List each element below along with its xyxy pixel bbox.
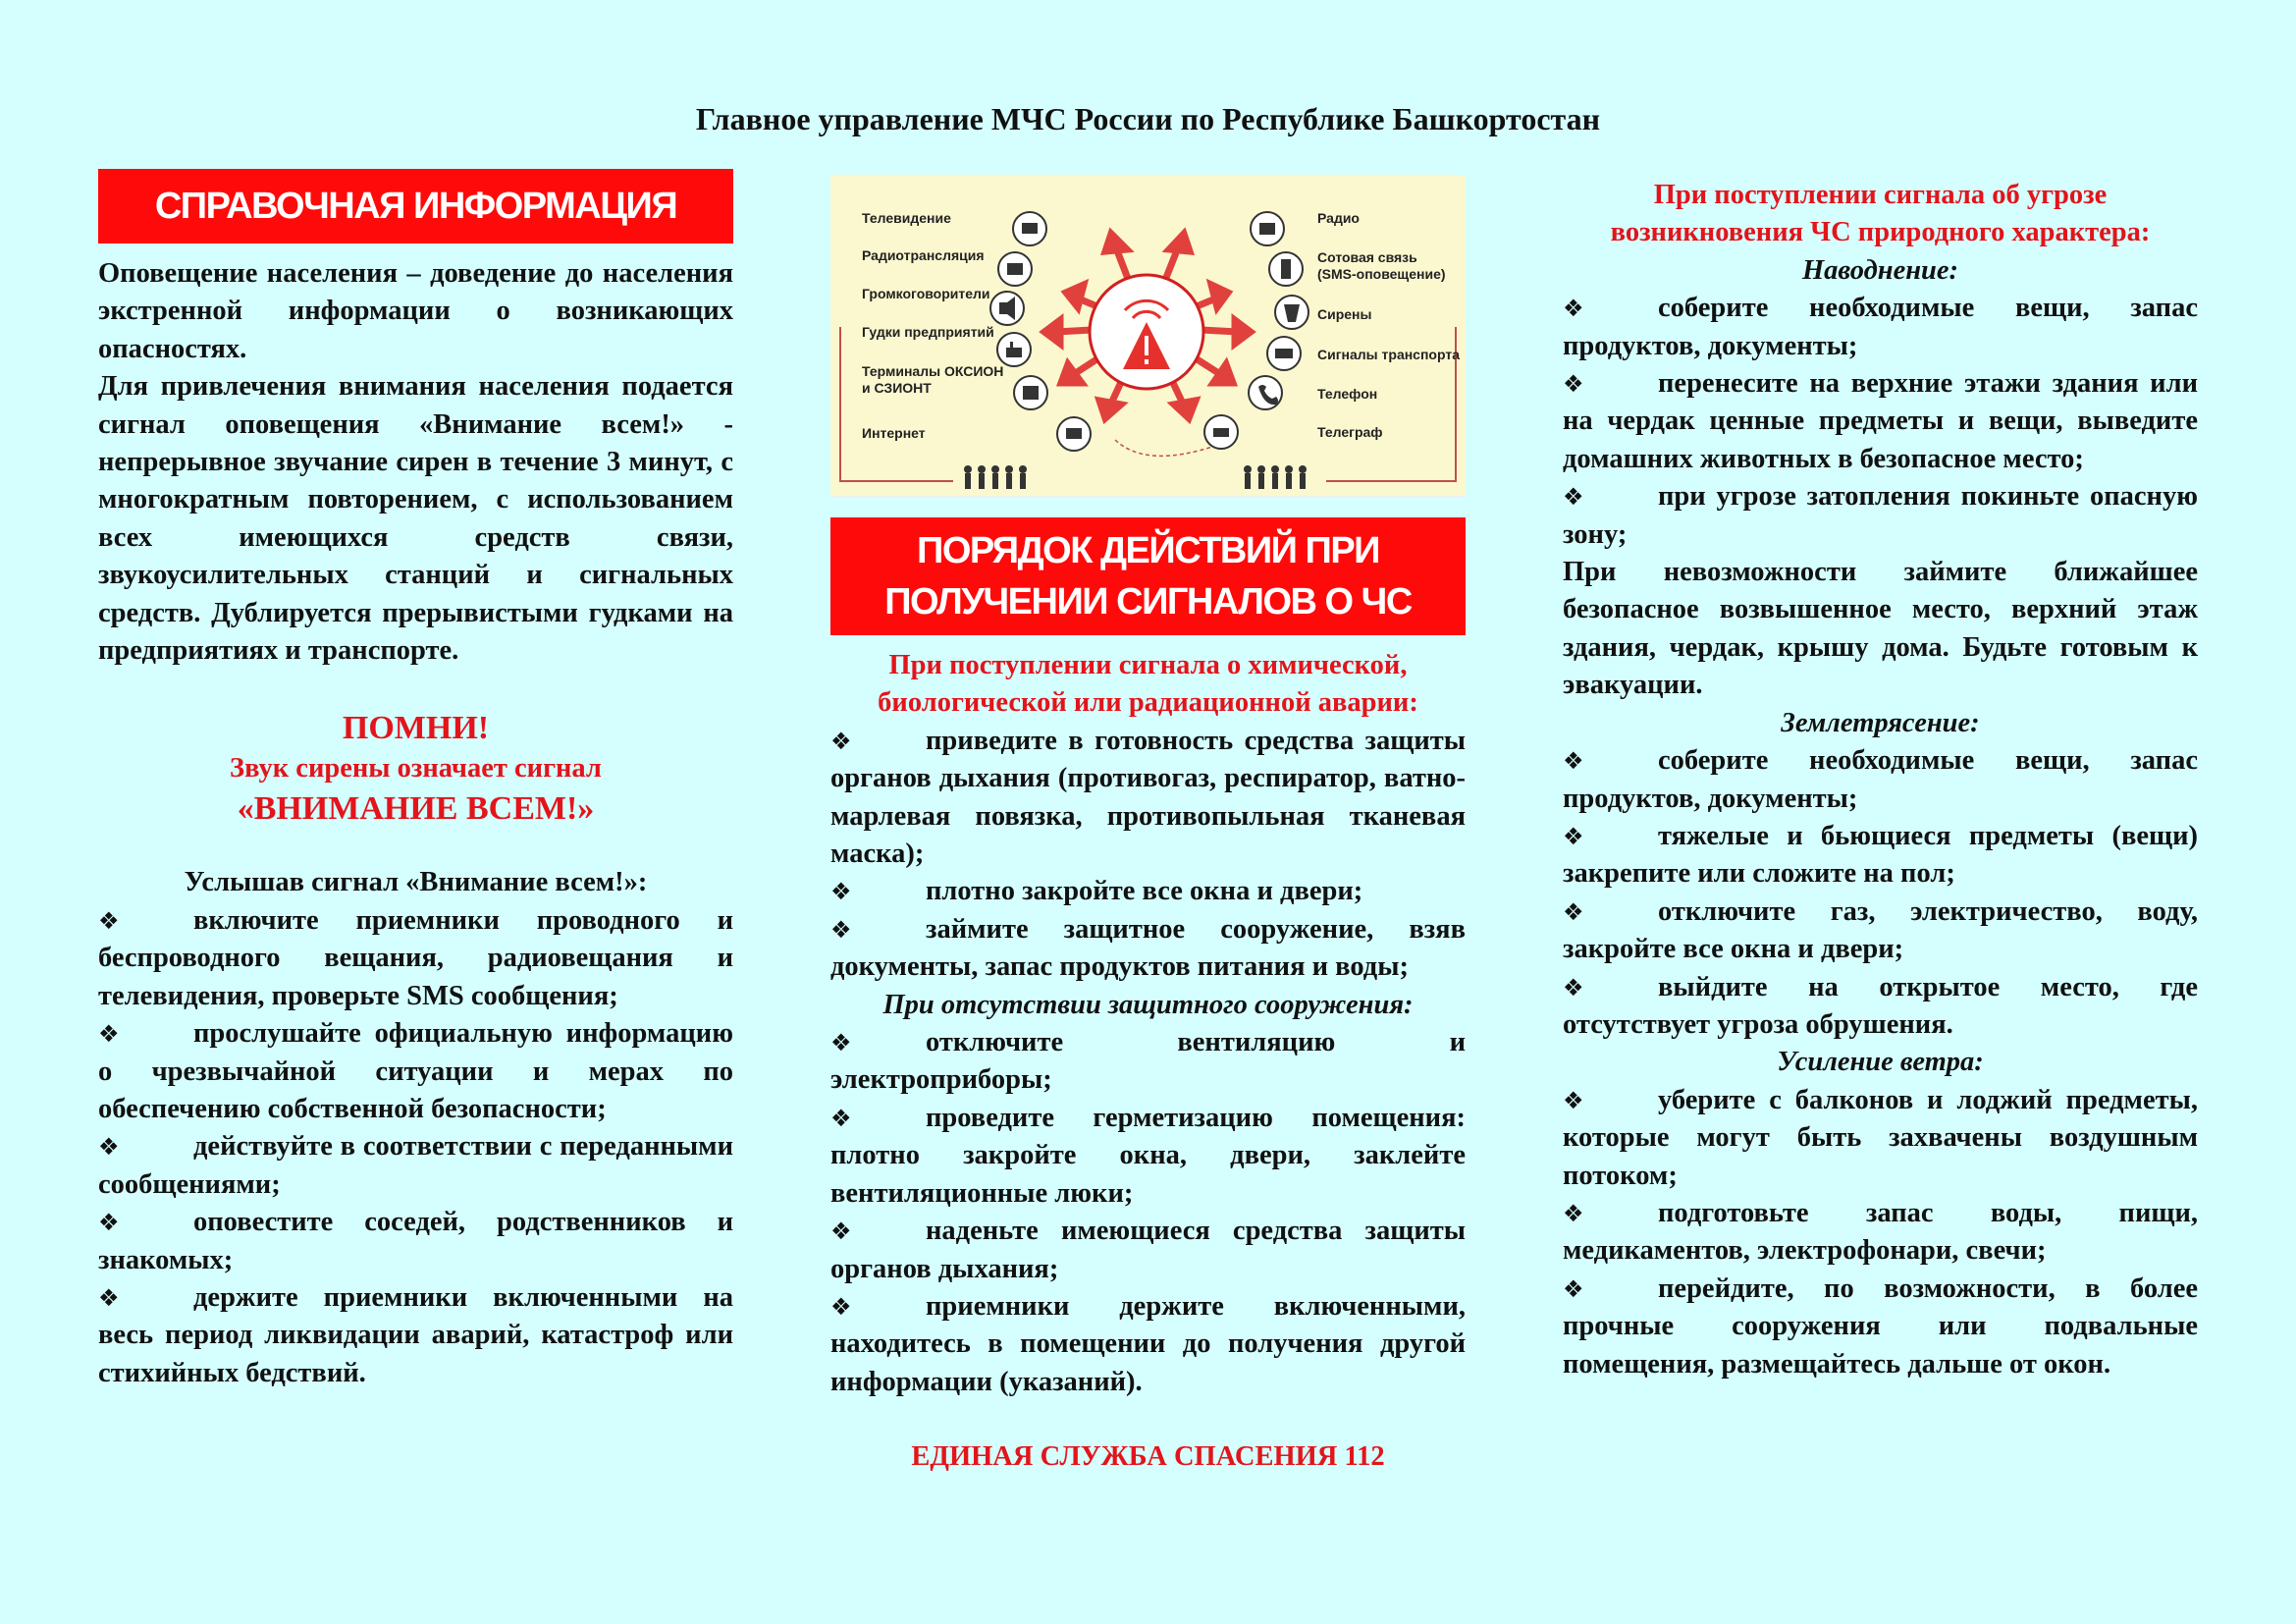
list-item: ❖ оповестите соседей, родственников и знакомых; [98, 1204, 733, 1279]
list-item: ❖ тяжелые и бьющиеся предметы (вещи) закрепите или сложите на пол; [1563, 818, 2198, 893]
diamond-bullet-icon: ❖ [830, 878, 852, 906]
natural-threat-heading: При поступлении сигнала об угрозе возникновения ЧС природного характера: [1610, 180, 2151, 248]
channel-label: Радио [1317, 210, 1360, 226]
channel-label: Телеграф [1317, 424, 1383, 440]
flood-note: При невозможности займите ближайшее безопасное возвышенное место, верхний этаж здания, чердак, крышу дома. Будьте готовым к эвакуации. [1563, 557, 2198, 701]
diamond-bullet-icon: ❖ [98, 1209, 120, 1237]
diamond-bullet-icon: ❖ [830, 727, 852, 755]
list-item: ❖ перенесите на верхние этажи здания или на чердак ценные предметы и вещи, выведите домашних животных в безопасное место; [1563, 365, 2198, 478]
list-item: ❖ плотно закройте все окна и двери; [830, 873, 1466, 910]
earthquake-heading: Землетрясение: [1781, 707, 1980, 738]
list-item: ❖ действуйте в соответствии с переданными сообщениями; [98, 1128, 733, 1204]
list-item: ❖ займите защитное сооружение, взяв документы, запас продуктов питания и воды; [830, 911, 1466, 987]
list-item: ❖ соберите необходимые вещи, запас продуктов, документы; [1563, 290, 2198, 365]
channel-label: Телевидение [862, 210, 951, 226]
channel-label: (SMS-оповещение) [1317, 266, 1446, 282]
diamond-bullet-icon: ❖ [98, 1133, 120, 1162]
channel-label: Громкоговорители [862, 286, 990, 301]
list-item: ❖ уберите с балконов и лоджий предметы, которые могут быть захвачены воздушным потоком; [1563, 1082, 2198, 1195]
diamond-bullet-icon: ❖ [1563, 1274, 1584, 1303]
left-column [98, 169, 733, 1392]
remember-subheading: Звук сирены означает сигнал [230, 753, 602, 785]
channel-label: Телефон [1317, 386, 1378, 402]
list-item: ❖ включите приемники проводного и беспроводного вещания, радиовещания и телевидения, проверьте SMS сообщения; [98, 902, 733, 1015]
chemical-subheading: При поступлении сигнала о химической, биологической или радиационной аварии: [878, 650, 1418, 719]
reference-info-banner: СПРАВОЧНАЯ ИНФОРМАЦИЯ [98, 169, 733, 244]
diamond-bullet-icon: ❖ [98, 1020, 120, 1049]
hear-signal-heading: Услышав сигнал «Внимание всем!»: [184, 867, 648, 898]
diamond-bullet-icon: ❖ [830, 1104, 852, 1132]
no-shelter-list [830, 1024, 1466, 1401]
list-item: ❖ соберите необходимые вещи, запас продуктов, документы; [1563, 742, 2198, 818]
diamond-bullet-icon: ❖ [98, 906, 120, 935]
channel-label: Сигналы транспорта [1317, 347, 1460, 362]
channel-label: Радиотрансляция [862, 247, 985, 263]
diamond-bullet-icon: ❖ [1563, 973, 1584, 1001]
warning-channels-infographic [830, 175, 1466, 497]
no-shelter-heading: При отсутствии защитного сооружения: [882, 989, 1414, 1020]
people-icon [964, 465, 1307, 489]
list-item: ❖ проведите герметизацию помещения: плотно закройте окна, двери, заклейте вентиляционные люки; [830, 1100, 1466, 1213]
list-item: ❖ выйдите на открытое место, где отсутствует угроза обрушения. [1563, 969, 2198, 1045]
channel-label: Гудки предприятий [862, 324, 994, 340]
channel-label: и СЗИОНТ [862, 380, 932, 396]
remember-heading: ПОМНИ! [342, 710, 490, 747]
hear-signal-list [98, 902, 733, 1392]
right-column [1563, 177, 2198, 1383]
list-item: ❖ отключите газ, электричество, воду, закройте все окна и двери; [1563, 893, 2198, 969]
channel-label: Терминалы ОКСИОН [862, 363, 1004, 379]
list-item: ❖ наденьте имеющиеся средства защиты органов дыхания; [830, 1213, 1466, 1288]
diamond-bullet-icon: ❖ [830, 1292, 852, 1321]
flood-heading: Наводнение: [1801, 254, 1959, 286]
list-item: ❖ приведите в готовность средства защиты органов дыхания (противогаз, респиратор, ватно-марлевая повязка, противопыльная тканевая маска); [830, 723, 1466, 874]
list-item: ❖ при угрозе затопления покиньте опасную зону; [1563, 478, 2198, 554]
channel-label: Сотовая связь [1317, 249, 1417, 265]
diamond-bullet-icon: ❖ [1563, 370, 1584, 399]
diamond-bullet-icon: ❖ [1563, 483, 1584, 512]
diamond-bullet-icon: ❖ [830, 1218, 852, 1246]
diamond-bullet-icon: ❖ [830, 915, 852, 944]
list-item: ❖ держите приемники включенными на весь период ликвидации аварий, катастроф или стихийных бедствий. [98, 1279, 733, 1392]
middle-column [830, 175, 1466, 1477]
diamond-bullet-icon: ❖ [98, 1283, 120, 1312]
chemical-list [830, 723, 1466, 987]
signal-paragraph: Для привлечения внимания населения подается сигнал оповещения «Внимание всем!» - непрерывное звучание сирен в течение 3 минут, с многократным повторением, с использованием всех имеющихся средств связи, звукоусилительных станций и сигнальных средств. Дублируется прерывистыми гудками на предприятиях и транспорте. [98, 371, 733, 667]
diamond-bullet-icon: ❖ [1563, 1199, 1584, 1227]
page-title: Главное управление МЧС России по Республике Башкортостан [695, 101, 1601, 136]
diamond-bullet-icon: ❖ [830, 1029, 852, 1057]
diamond-bullet-icon: ❖ [1563, 897, 1584, 926]
list-item: ❖ приемники держите включенными, находитесь в помещении до получения другой информации (указаний). [830, 1288, 1466, 1401]
attention-all-heading: «ВНИМАНИЕ ВСЕМ!» [237, 790, 595, 828]
diamond-bullet-icon: ❖ [1563, 1086, 1584, 1114]
list-item: ❖ подготовьте запас воды, пищи, медикаментов, электрофонари, свечи; [1563, 1195, 2198, 1271]
diamond-bullet-icon: ❖ [1563, 747, 1584, 776]
diamond-bullet-icon: ❖ [1563, 295, 1584, 323]
list-item: ❖ прослушайте официальную информацию о чрезвычайной ситуации и мерах по обеспечению собственной безопасности; [98, 1015, 733, 1128]
channel-label: Сирены [1317, 306, 1372, 322]
list-item: ❖ перейдите, по возможности, в более прочные сооружения или подвальные помещения, размещайтесь дальше от окон. [1563, 1271, 2198, 1383]
definition-paragraph: Оповещение населения – доведение до населения экстренной информации о возникающих опасностях. [98, 258, 733, 364]
diamond-bullet-icon: ❖ [1563, 822, 1584, 850]
list-item: ❖ отключите вентиляцию и электроприборы; [830, 1024, 1466, 1100]
rescue-service-footer: ЕДИНАЯ СЛУЖБА СПАСЕНИЯ 112 [911, 1441, 1385, 1473]
channel-label: Интернет [862, 425, 926, 441]
wind-heading: Усиление ветра: [1777, 1047, 1984, 1078]
procedure-banner: ПОРЯДОК ДЕЙСТВИЙ ПРИ ПОЛУЧЕНИИ СИГНАЛОВ О ЧС [830, 517, 1466, 635]
